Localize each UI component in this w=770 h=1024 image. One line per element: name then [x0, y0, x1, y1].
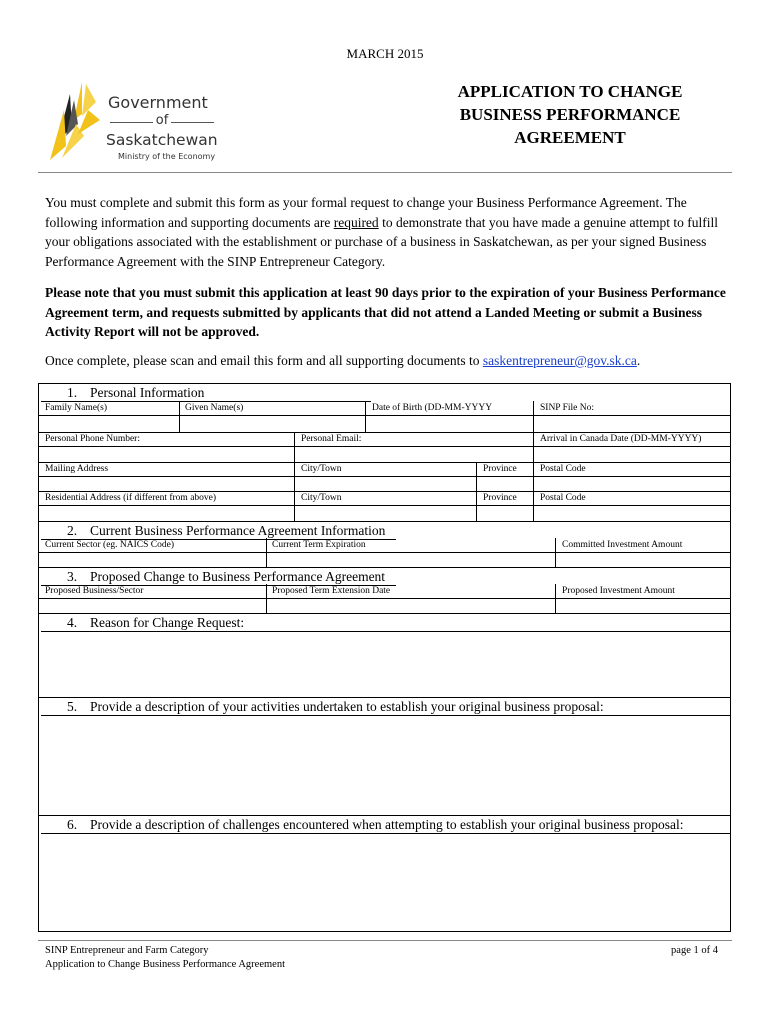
logo-text-saskatchewan: Saskatchewan — [106, 131, 218, 149]
section-number: 1. — [67, 385, 78, 400]
footer-divider — [38, 940, 732, 941]
reason-for-change-textarea[interactable] — [39, 631, 730, 697]
proposed-business-field[interactable] — [39, 599, 266, 614]
postal-code-field[interactable] — [534, 477, 730, 492]
label-province-residential: Province — [483, 493, 517, 503]
sinp-file-field[interactable] — [534, 416, 730, 433]
mailing-address-field[interactable] — [39, 477, 294, 492]
section-challenges-description — [39, 815, 730, 833]
footer-form-name: Application to Change Business Performance Agreement — [45, 959, 285, 970]
phone-field[interactable] — [39, 447, 294, 462]
label-province: Province — [483, 464, 517, 474]
committed-investment-field[interactable] — [556, 553, 730, 568]
given-name-field[interactable] — [180, 416, 365, 433]
submission-text: Once complete, please scan and email this form and all supporting documents to — [45, 353, 483, 368]
logo-text-government: Government — [108, 93, 208, 112]
wheat-sheaf-icon — [48, 80, 106, 166]
section-title: Provide a description of your activities undertaken to establish your original business proposal: — [90, 699, 604, 714]
section-title: Reason for Change Request: — [90, 615, 245, 630]
intro-paragraph — [45, 193, 730, 271]
submission-instructions — [45, 351, 730, 371]
section-number: 2. — [67, 523, 78, 538]
application-form — [38, 383, 731, 932]
label-mailing-address: Mailing Address — [45, 464, 109, 474]
page-number: page 1 of 4 — [671, 945, 718, 956]
form-title — [420, 80, 720, 149]
label-city: City/Town — [301, 464, 342, 474]
label-postal-code-residential: Postal Code — [540, 493, 586, 503]
proposed-investment-field[interactable] — [556, 599, 730, 614]
family-name-field[interactable] — [39, 416, 179, 433]
current-term-expiration-field[interactable] — [267, 553, 555, 568]
section-number: 3. — [67, 569, 78, 584]
footer-category: SINP Entrepreneur and Farm Category — [45, 945, 209, 956]
section-title: Personal Information — [90, 385, 205, 400]
form-date: MARCH 2015 — [346, 46, 424, 61]
label-postal-code: Postal Code — [540, 464, 586, 474]
deadline-notice: Please note that you must submit this application at least 90 days prior to the expiration of your Business Performance Agreement term, and requests submitted by applicants that did not attend a Landed Meeting or submit a Business Activity Report will not be approved. — [45, 285, 726, 339]
intro-text-a: You must complete and submit this form as your formal request to change your Business Performance Agreement. The following information and supporting documents are — [45, 195, 687, 230]
intro-required: required — [333, 214, 379, 230]
label-current-term-expiration: Current Term Expiration — [272, 540, 366, 550]
province-field[interactable] — [477, 477, 533, 492]
section-proposed-change — [39, 567, 730, 585]
section-title: Proposed Change to Business Performance Agreement — [90, 569, 386, 584]
activities-description-textarea[interactable] — [39, 715, 730, 815]
city-residential-field[interactable] — [295, 506, 476, 522]
label-city-residential: City/Town — [301, 493, 342, 503]
personal-email-field[interactable] — [295, 447, 533, 462]
email-link[interactable]: saskentrepreneur@gov.sk.ca — [482, 353, 637, 368]
label-committed-investment: Committed Investment Amount — [562, 540, 683, 550]
challenges-description-textarea[interactable] — [39, 833, 730, 931]
label-phone: Personal Phone Number: — [45, 434, 140, 444]
label-proposed-business: Proposed Business/Sector — [45, 586, 144, 596]
residential-address-field[interactable] — [39, 506, 294, 522]
label-residential-address: Residential Address (if different from above) — [45, 493, 217, 503]
section-title: Provide a description of challenges encountered when attempting to establish your original business proposal: — [90, 817, 684, 832]
logo-text-of: of — [153, 113, 172, 128]
intro-text-b: to demonstrate that you have made a genuine attempt to fulfill your obligations associated with the establishment or purchase of a business in Saskatchewan, as per your signed Business Performance Agreement with the SINP Entrepreneur Category. — [45, 214, 718, 269]
date-of-birth-field[interactable] — [366, 416, 533, 433]
section-personal-information — [39, 384, 730, 401]
label-personal-email: Personal Email: — [301, 434, 362, 444]
title-line-1: APPLICATION TO CHANGE — [457, 82, 683, 101]
label-proposed-term-extension: Proposed Term Extension Date — [272, 586, 391, 596]
label-current-sector: Current Sector (eg. NAICS Code) — [45, 540, 175, 550]
postal-code-residential-field[interactable] — [534, 506, 730, 522]
section-current-agreement — [39, 521, 730, 539]
current-sector-field[interactable] — [39, 553, 266, 568]
section-reason-for-change — [39, 613, 730, 631]
title-line-3: AGREEMENT — [514, 128, 626, 147]
header-divider — [38, 172, 732, 173]
section-number: 4. — [67, 615, 78, 630]
city-field[interactable] — [295, 477, 476, 492]
section-number: 5. — [67, 699, 78, 714]
arrival-date-field[interactable] — [534, 447, 730, 462]
submission-end: . — [636, 353, 641, 368]
label-date-of-birth: Date of Birth (DD-MM-YYYY — [372, 403, 493, 413]
title-line-2: BUSINESS PERFORMANCE — [459, 105, 681, 124]
section-number: 6. — [67, 817, 78, 832]
province-residential-field[interactable] — [477, 506, 533, 522]
label-proposed-investment: Proposed Investment Amount — [562, 586, 675, 596]
label-sinp-file-no: SINP File No: — [540, 403, 595, 413]
label-arrival-date: Arrival in Canada Date (DD-MM-YYYY) — [540, 434, 702, 444]
proposed-term-extension-field[interactable] — [267, 599, 555, 614]
logo-text-ministry: Ministry of the Economy — [118, 152, 216, 161]
section-activities-description — [39, 697, 730, 715]
label-family-name: Family Name(s) — [45, 403, 108, 413]
section-title: Current Business Performance Agreement Information — [90, 523, 386, 538]
government-logo — [48, 80, 223, 168]
label-given-name: Given Name(s) — [185, 403, 244, 413]
